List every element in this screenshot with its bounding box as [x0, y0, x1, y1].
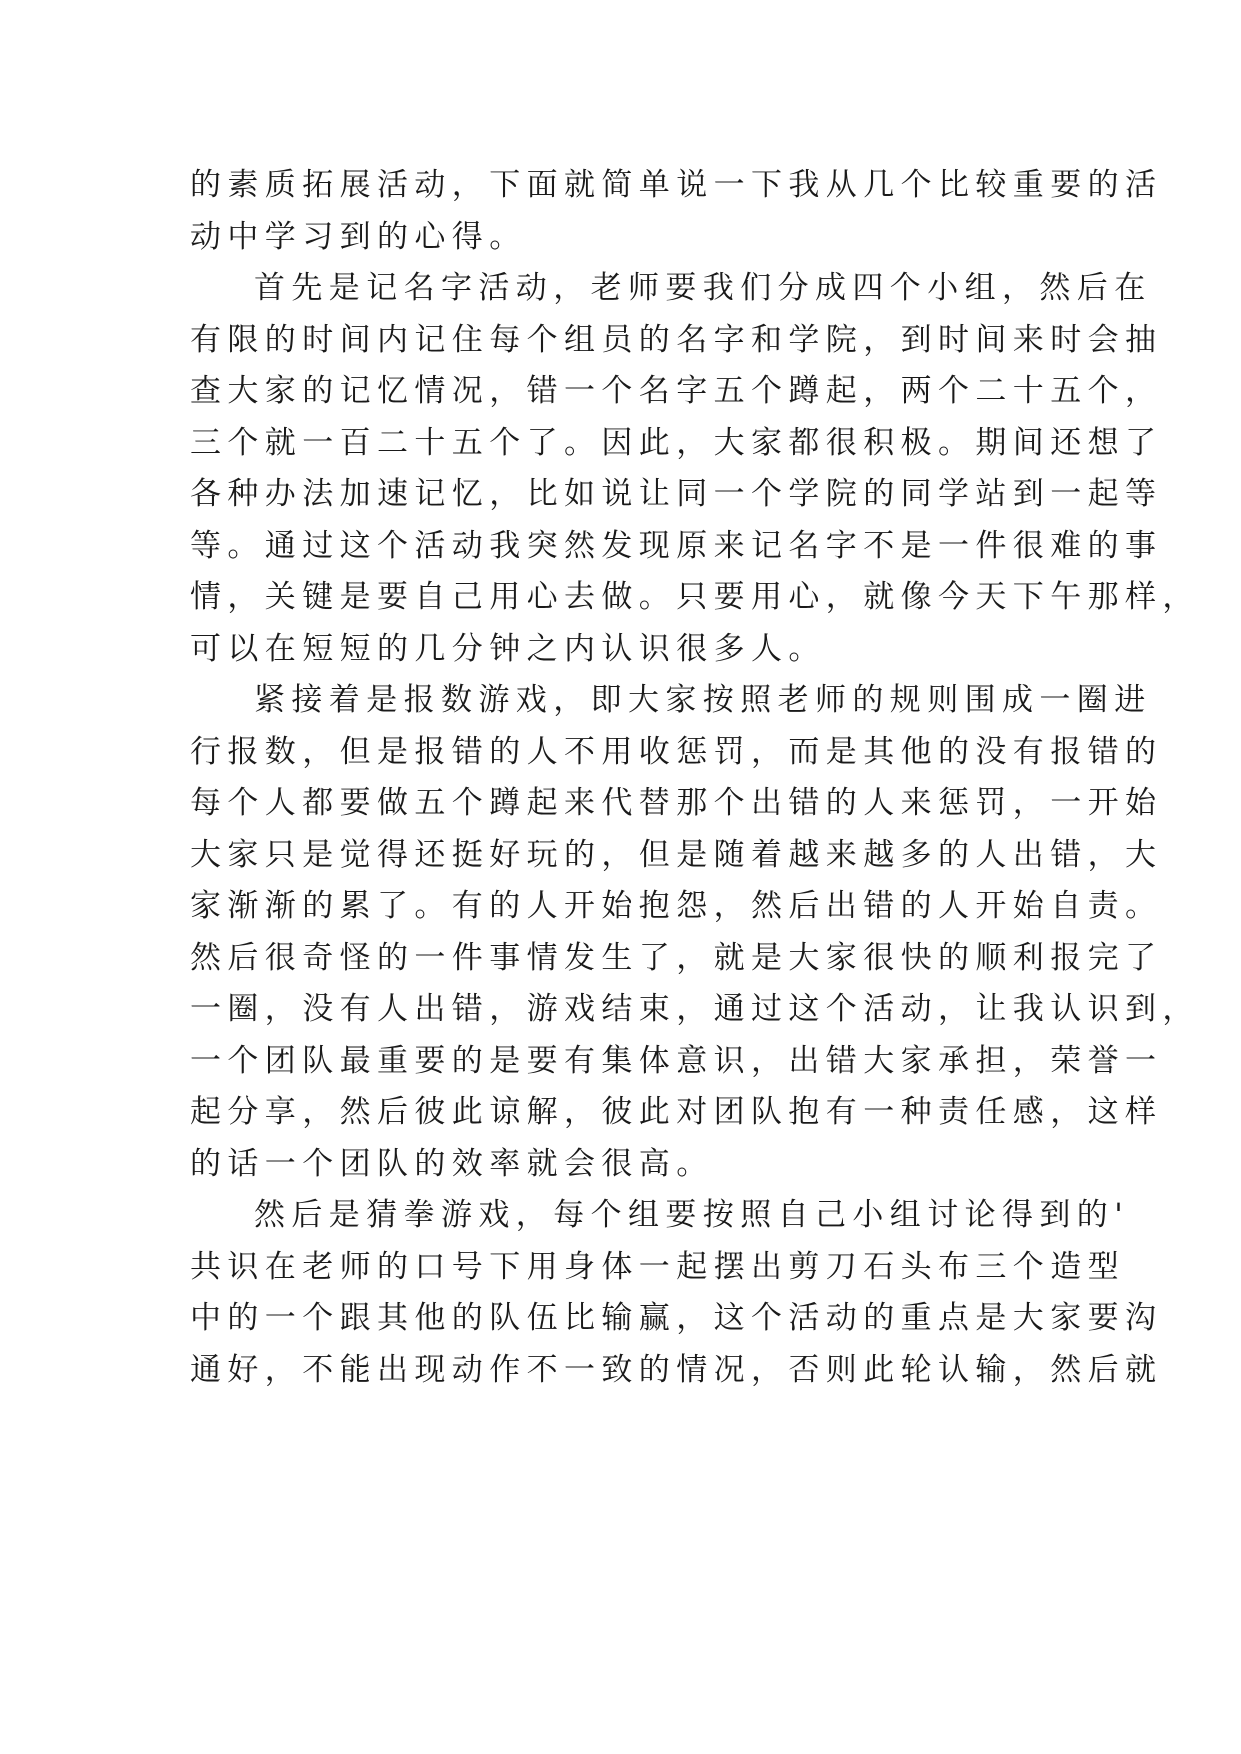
- body-text: [190, 160, 1200, 1396]
- text-line-15: 家渐渐的累了。有的人开始抱怨，然后出错的人开始自责。: [190, 888, 1163, 924]
- text-line-08: 等。通过这个活动我突然发现原来记名字不是一件很难的事: [190, 527, 1163, 564]
- text-line-01: 的素质拓展活动，下面就简单说一下我从几个比较重要的活: [190, 167, 1163, 203]
- text-line-04: 有限的时间内记住每个组员的名字和学院，到时间来时会抽: [190, 321, 1163, 358]
- text-line-14: 大家只是觉得还挺好玩的，但是随着越来越多的人出错，大: [190, 836, 1163, 873]
- text-line-10: 可以在短短的几分钟之内认识很多人。: [190, 630, 826, 667]
- text-line-17: 一圈，没有人出错，游戏结束，通过这个活动，让我认识到，: [190, 991, 1200, 1027]
- text-line-21: 然后是猜拳游戏，每个组要按照自己小组讨论得到的': [254, 1197, 1130, 1233]
- text-line-16: 然后很奇怪的一件事情发生了，就是大家很快的顺利报完了: [190, 939, 1163, 976]
- text-line-20: 的话一个团队的效率就会很高。: [190, 1145, 714, 1182]
- text-line-06: 三个就一百二十五个了。因此，大家都很积极。期间还想了: [190, 424, 1163, 461]
- text-line-13: 每个人都要做五个蹲起来代替那个出错的人来惩罚，一开始: [190, 785, 1163, 821]
- text-line-07: 各种办法加速记忆，比如说让同一个学院的同学站到一起等: [190, 476, 1163, 512]
- text-line-03: 首先是记名字活动，老师要我们分成四个小组，然后在: [254, 270, 1152, 306]
- text-line-09: 情，关键是要自己用心去做。只要用心，就像今天下午那样，: [190, 579, 1200, 615]
- text-line-12: 行报数，但是报错的人不用收惩罚，而是其他的没有报错的: [190, 733, 1163, 770]
- text-line-22: 共识在老师的口号下用身体一起摆出剪刀石头布三个造型: [190, 1248, 1125, 1285]
- text-line-19: 起分享，然后彼此谅解，彼此对团队抱有一种责任感，这样: [190, 1094, 1163, 1130]
- text-line-05: 查大家的记忆情况，错一个名字五个蹲起，两个二十五个，: [190, 373, 1163, 409]
- text-line-24: 通好，不能出现动作不一致的情况，否则此轮认输，然后就: [190, 1351, 1163, 1388]
- text-line-18: 一个团队最重要的是要有集体意识，出错大家承担，荣誉一: [190, 1042, 1163, 1079]
- text-line-11: 紧接着是报数游戏，即大家按照老师的规则围成一圈进: [254, 682, 1152, 718]
- text-line-02: 动中学习到的心得。: [190, 218, 527, 255]
- text-line-23: 中的一个跟其他的队伍比输赢，这个活动的重点是大家要沟: [190, 1300, 1163, 1336]
